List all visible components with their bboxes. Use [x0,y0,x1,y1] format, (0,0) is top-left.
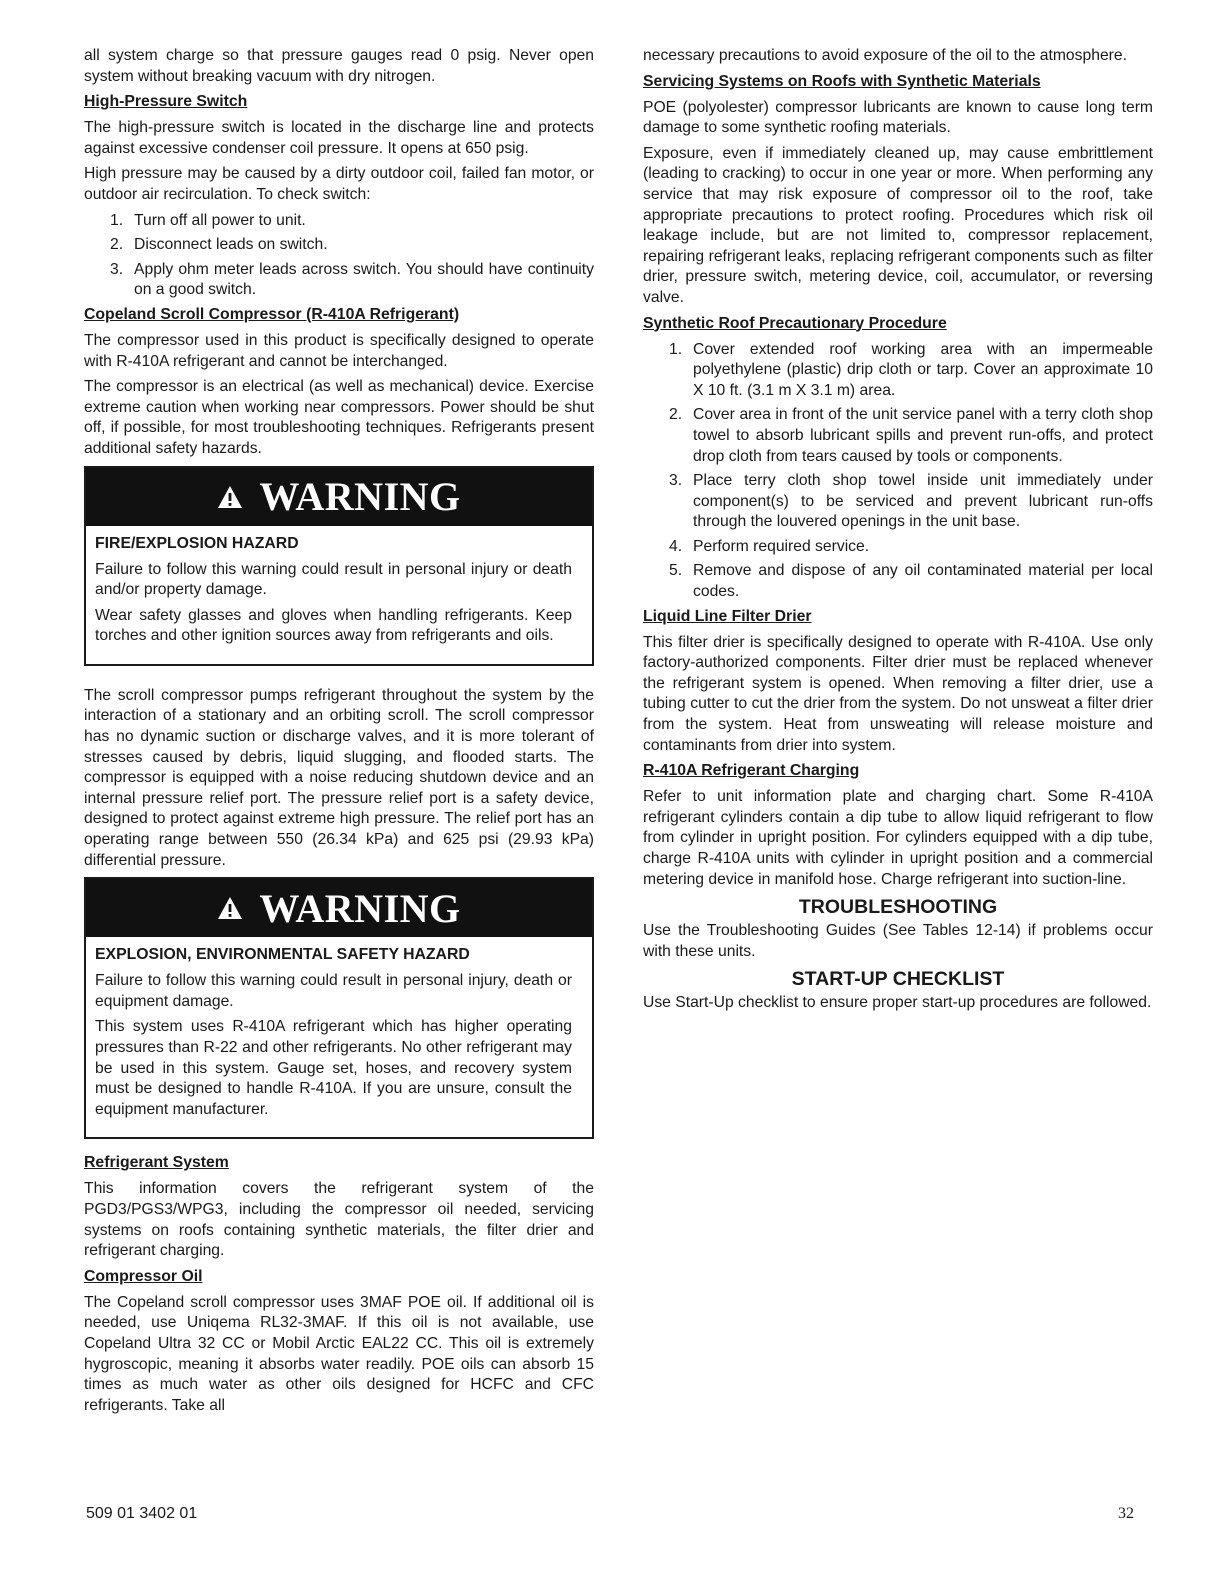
list-text: Perform required service. [693,537,870,555]
warning-header [86,468,592,526]
scroll-compressor-paragraph: The scroll compressor pumps refrigerant throughout the system by the interaction of a stationary and an orbiting scroll. The scroll compressor has no dynamic suction or discharge valves, and it is more tolerant of stresses caused by debris, liquid slugging, and flooded starts. The compressor is equipped with a noise reducing shutdown device and an internal pressure relief port. The pressure relief port is a safety device, designed to protect against extreme high pressure. The relief port has an operating range between 550 (26.34 kPa) and 625 psi (29.93 kPa) differential pressure. [84,686,594,869]
hazard-title: EXPLOSION, ENVIRONMENTAL SAFETY HAZARD [95,946,470,964]
paragraph: The compressor is an electrical (as well as mechanical) device. Exercise extreme caution when working near compressors. Power should be shut off, if possible, for most troubleshooting techniques. Refrigerants present additional safety hazards. [84,378,594,457]
warning-title: WARNING [259,885,461,931]
warning-text: Failure to follow this warning could result in personal injury, death or equipment damage. [95,972,572,1010]
warning-triangle-icon [217,485,243,509]
warning-header [86,879,592,937]
hazard-title: FIRE/EXPLOSION HAZARD [95,534,299,552]
copeland-scroll-compressor-heading: Copeland Scroll Compressor (R-410A Refrigerant) [84,305,460,323]
list-item [643,471,1153,533]
paragraph: Use the Troubleshooting Guides (See Tables 12-14) if problems occur with these units. [643,922,1153,960]
list-text: Place terry cloth shop towel inside unit immediately under component(s) to be serviced and prevent lubricant run-offs through the louvered openings in the unit base. [693,472,1153,531]
list-item [84,260,594,301]
compressor-oil-heading: Compressor Oil [84,1267,203,1285]
paragraph: The Copeland scroll compressor uses 3MAF POE oil. If additional oil is needed, use Uniqema RL32-3MAF. If this oil is not available, use Copeland Ultra 32 CC or Mobil Arctic EAL22 CC. This oil is extremely hygroscopic, meaning it absorbs water readily. POE oils can absorb 15 times as much water as other oils designed for HCFC and CFC refrigerants. Take all [84,1293,594,1414]
explosion-environmental-warning-box [84,877,594,1139]
high-pressure-switch-heading: High-Pressure Switch [84,93,248,111]
paragraph: POE (polyolester) compressor lubricants are known to cause long term damage to some synthetic roofing materials. [643,98,1153,137]
list-number: 3. [669,472,683,490]
list-item [643,340,1153,402]
refrigerant-charging-heading: R-410A Refrigerant Charging [643,762,860,780]
paragraph: High pressure may be caused by a dirty outdoor coil, failed fan motor, or outdoor air recirculation. To check switch: [84,165,594,203]
list-number: 1. [669,340,683,358]
left-column [84,46,594,1421]
list-item [84,235,594,256]
troubleshooting-heading: TROUBLESHOOTING [798,896,998,919]
intro-paragraph: all system charge so that pressure gauges read 0 psig. Never open system without breaking vacuum with dry nitrogen. [84,47,594,85]
list-number: 4. [669,537,683,555]
paragraph: Exposure, even if immediately cleaned up, may cause embrittlement (leading to cracking) to occur in one year or more. When performing any service that may risk exposure of compressor oil to the roof, take appropriate precautions to protect roofing. Procedures which risk oil leakage include, but are not limited to, compressor replacement, repairing refrigerant leaks, replacing refrigerant components such as filter drier, pressure switch, metering device, coil, accumulator, or reversing valve. [643,144,1153,306]
warning-body [86,937,592,1137]
list-item [643,405,1153,467]
list-item [643,537,1153,558]
warning-text: This system uses R-410A refrigerant which has higher operating pressures than R-22 and other refrigerants. No other refrigerant may be used in this system. Gauge set, hoses, and recovery system must be designed to handle R-410A. If you are unsure, consult the equipment manufacturer. [95,1018,572,1118]
list-text: Disconnect leads on switch. [134,236,328,254]
list-text: Cover extended roof working area with an impermeable polyethylene (plastic) drip cloth or tarp. Cover an approximate 10 X 10 ft. (3.1 m X 3.1 m) area. [693,340,1153,399]
warning-text: Failure to follow this warning could result in personal injury or death and/or property damage. [95,560,572,599]
servicing-roofs-heading: Servicing Systems on Roofs with Synthetic Materials [643,72,1041,90]
list-number: 2. [110,236,124,254]
list-text: Apply ohm meter leads across switch. You should have continuity on a good switch. [134,260,594,299]
paragraph: Use Start-Up checklist to ensure proper start-up procedures are followed. [643,994,1152,1012]
list-number: 2. [669,406,683,424]
warning-text: Wear safety glasses and gloves when handling refrigerants. Keep torches and other ignition sources away from refrigerants and oils. [95,606,572,645]
right-column [643,46,1153,1019]
list-text: Turn off all power to unit. [134,211,306,229]
paragraph: This information covers the refrigerant system of the PGD3/PGS3/WPG3, including the compressor oil needed, servicing systems on roofs containing synthetic materials, the filter drier and refrigerant charging. [84,1180,594,1260]
liquid-line-filter-drier-heading: Liquid Line Filter Drier [643,607,812,625]
paragraph: Refer to unit information plate and charging chart. Some R-410A refrigerant cylinders contain a dip tube to allow liquid refrigerant to flow from cylinder in upright position. For cylinders equipped with a dip tube, charge R-410A units with cylinder in upright position and a commercial metering device in manifold hose. Charge refrigerant into suction-line. [643,788,1153,888]
refrigerant-system-heading: Refrigerant System [84,1154,229,1172]
document-number: 509 01 3402 01 [86,1505,198,1522]
list-text: Remove and dispose of any oil contaminated material per local codes. [693,562,1153,601]
fire-explosion-warning-box [84,466,594,666]
warning-body [86,526,592,664]
roof-procedure-steps-list [643,340,1153,603]
list-number: 1. [110,211,124,229]
warning-title: WARNING [259,474,461,519]
startup-checklist-heading: START-UP CHECKLIST [791,968,1005,991]
list-number: 3. [110,260,124,278]
list-number: 5. [669,562,683,580]
paragraph: This filter drier is specifically designed to operate with R-410A. Use only factory-authorized components. Filter drier must be replaced whenever the refrigerant system is opened. When removing a filter drier, use a tubing cutter to cut the drier from the system. Do not unsweat a filter drier from the system. Heat from unsweating will release moisture and contaminants from drier into system. [643,633,1153,754]
list-text: Cover area in front of the unit service panel with a terry cloth shop towel to absorb lubricant spills and prevent run-offs, and protect drop cloth from tears caused by tools or components. [693,406,1153,465]
paragraph: The high-pressure switch is located in the discharge line and protects against excessive condenser coil pressure. It opens at 650 psig. [84,119,594,157]
high-pressure-steps-list [84,211,594,301]
paragraph: necessary precautions to avoid exposure of the oil to the atmosphere. [643,47,1127,64]
list-item [643,561,1153,602]
paragraph: The compressor used in this product is specifically designed to operate with R-410A refrigerant and cannot be interchanged. [84,331,594,370]
list-item [84,211,594,232]
page-number: 32 [1118,1505,1134,1522]
synthetic-roof-procedure-heading: Synthetic Roof Precautionary Procedure [643,314,947,332]
warning-triangle-icon [217,896,243,920]
